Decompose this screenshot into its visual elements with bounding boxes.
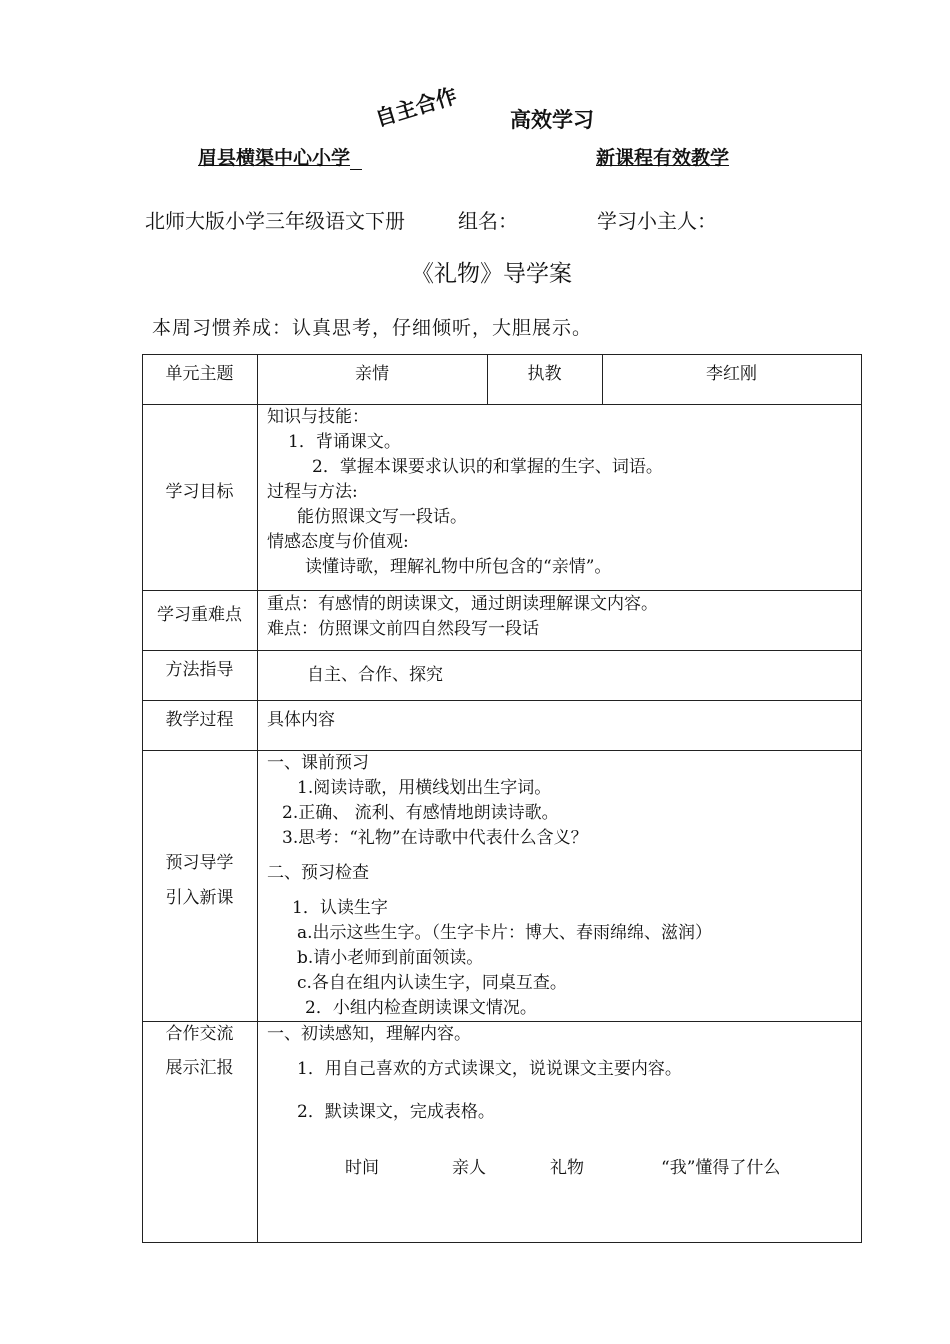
cooperate-label: 展示汇报 <box>165 1058 234 1078</box>
preview-label: 预习导学 <box>165 853 234 873</box>
difficulty-line: 重点：有感情的朗读课文，通过朗读理解课文内容。 <box>267 594 658 614</box>
difficulty-label: 学习重难点 <box>157 605 242 625</box>
banner-right: 高效学习 <box>510 108 594 132</box>
preview-line: 2.正确、 流利、有感情地朗读诗歌。 <box>282 803 559 823</box>
goal-line: 过程与方法: <box>267 482 358 502</box>
weekly-habit: 本周习惯养成：认真思考，仔细倾听，大胆展示。 <box>152 317 593 339</box>
preview-line: 1.阅读诗歌，用横线划出生字词。 <box>297 778 552 798</box>
goal-line: 读懂诗歌，理解礼物中所包含的“亲情”。 <box>305 557 612 577</box>
unit-theme-label: 单元主题 <box>165 364 234 384</box>
unit-theme-value: 亲情 <box>355 364 389 384</box>
teacher-value: 李红刚 <box>706 364 757 384</box>
preview-line: 1．认读生字 <box>292 898 388 918</box>
goals-label: 学习目标 <box>165 482 234 502</box>
textbook-label: 北师大版小学三年级语文下册 <box>145 209 405 233</box>
row-divider <box>142 650 862 651</box>
goal-line: 能仿照课文写一段话。 <box>297 507 467 527</box>
method-label: 方法指导 <box>165 660 234 680</box>
group-label: 组名： <box>458 209 518 233</box>
school-name: 眉县横渠中心小学 <box>198 143 362 170</box>
table-border-right <box>861 354 862 1243</box>
document-title: 《礼物》导学案 <box>411 261 572 287</box>
goal-line: 知识与技能： <box>267 407 369 427</box>
process-value: 具体内容 <box>267 710 335 730</box>
cooperate-line: 1．用自己喜欢的方式读课文，说说课文主要内容。 <box>297 1059 682 1079</box>
preview-line: a.出示这些生字。（生字卡片：博大、春雨绵绵、滋润） <box>297 923 713 943</box>
column-header-time: 时间 <box>345 1158 379 1178</box>
teacher-label: 执教 <box>527 364 562 384</box>
goal-line: 2．掌握本课要求认识的和掌握的生字、词语。 <box>312 457 663 477</box>
preview-line: 二、预习检查 <box>267 863 369 883</box>
goal-line: 情感态度与价值观: <box>267 532 409 552</box>
row-divider <box>142 404 862 405</box>
preview-line: 一、课前预习 <box>267 753 369 773</box>
lesson-table <box>142 354 862 1243</box>
cooperate-line: 2．默读课文，完成表格。 <box>297 1102 495 1122</box>
row-divider <box>142 700 862 701</box>
column-header-relative: 亲人 <box>452 1158 486 1178</box>
preview-line: b.请小老师到前面领读。 <box>297 948 484 968</box>
table-border-bottom <box>142 1242 862 1243</box>
preview-line: 2．小组内检查朗读课文情况。 <box>305 998 537 1018</box>
cooperate-label: 合作交流 <box>165 1024 234 1044</box>
banner-left: 自主合作 <box>372 83 460 132</box>
slogan: 新课程有效教学 <box>596 147 730 169</box>
method-value: 自主、合作、探究 <box>307 665 443 685</box>
column-header-learned: “我”懂得了什么 <box>661 1158 781 1178</box>
difficulty-line: 难点：仿照课文前四自然段写一段话 <box>267 619 539 639</box>
column-divider <box>257 354 258 1243</box>
preview-label: 引入新课 <box>165 888 234 908</box>
process-label: 教学过程 <box>165 710 234 730</box>
preview-line: 3.思考：“礼物”在诗歌中代表什么含义？ <box>282 828 588 848</box>
host-label: 学习小主人： <box>597 209 717 233</box>
column-header-gift: 礼物 <box>550 1158 584 1178</box>
table-border-top <box>142 354 862 355</box>
goal-line: 1．背诵课文。 <box>288 432 401 452</box>
preview-line: c.各自在组内认读生字，同桌互查。 <box>297 973 567 993</box>
row-divider <box>142 590 862 591</box>
row-divider <box>142 750 862 751</box>
cooperate-line: 一、初读感知，理解内容。 <box>267 1024 471 1044</box>
